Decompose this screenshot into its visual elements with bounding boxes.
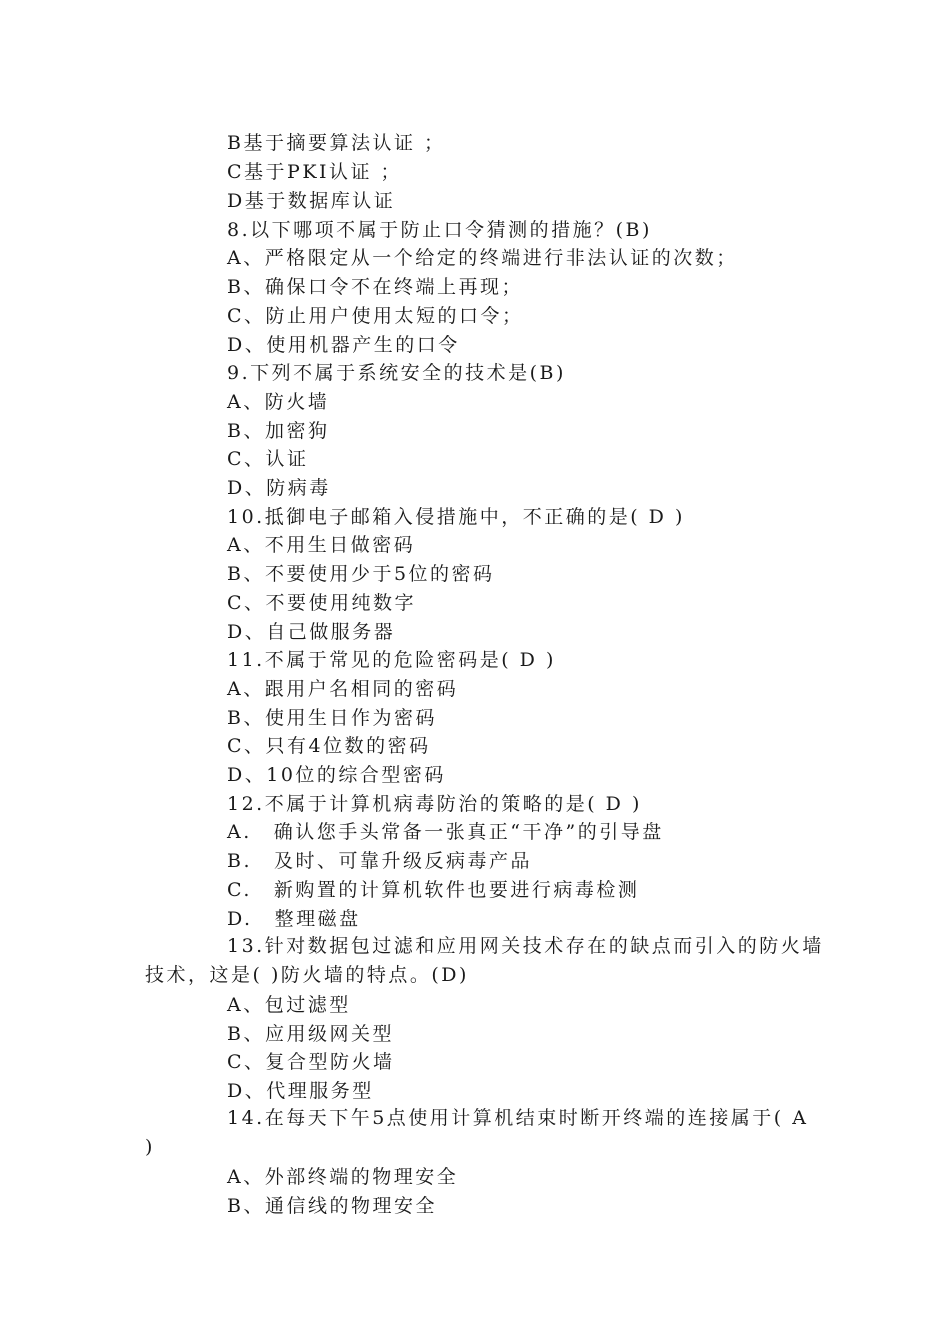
question-8: 8.以下哪项不属于防止口令猜测的措施？(B) <box>227 219 652 241</box>
option-text: 确认您手头常备一张真正“干净”的引导盘 <box>273 821 664 843</box>
question-12-option-d <box>227 907 361 931</box>
option-d-database-auth: D基于数据库认证 <box>227 190 396 212</box>
question-12-option-a <box>227 820 664 844</box>
option-c-pki-auth: C基于PKI认证 ； <box>227 161 403 183</box>
question-10-option-b: B、不要使用少于5位的密码 <box>227 563 495 585</box>
question-10-option-c: C、不要使用纯数字 <box>227 592 417 614</box>
question-14: 14.在每天下午5点使用计算机结束时断开终端的连接属于( A ) <box>145 1107 809 1158</box>
option-text: 新购置的计算机软件也要进行病毒检测 <box>273 879 640 901</box>
question-9-option-b: B、加密狗 <box>227 420 330 442</box>
option-label: A. <box>227 821 252 843</box>
question-13-option-d: D、代理服务型 <box>227 1080 374 1102</box>
question-10: 10.抵御电子邮箱入侵措施中，不正确的是( D ) <box>227 506 685 528</box>
question-12-option-b <box>227 849 532 873</box>
question-9-option-d: D、防病毒 <box>227 477 331 499</box>
option-text: 及时、可靠升级反病毒产品 <box>274 850 533 872</box>
question-12: 12.不属于计算机病毒防治的策略的是( D ) <box>227 793 642 815</box>
question-11-option-c: C、只有4位数的密码 <box>227 735 431 757</box>
question-8-option-b: B、确保口令不在终端上再现； <box>227 276 523 298</box>
question-13-option-b: B、应用级网关型 <box>227 1023 394 1045</box>
question-13-option-c: C、复合型防火墙 <box>227 1051 395 1073</box>
question-13: 13.针对数据包过滤和应用网关技术存在的缺点而引入的防火墙技术，这是( )防火墙的特点。(D) <box>145 935 824 986</box>
question-14-option-b: B、通信线的物理安全 <box>227 1195 437 1217</box>
option-label: D. <box>227 908 253 930</box>
option-text: 整理磁盘 <box>274 908 361 930</box>
question-14-option-a: A、外部终端的物理安全 <box>227 1166 459 1188</box>
question-12-option-c <box>227 878 639 902</box>
question-10-option-d: D、自己做服务器 <box>227 621 396 643</box>
question-10-option-a: A、不用生日做密码 <box>227 534 416 556</box>
question-11: 11.不属于常见的危险密码是( D ) <box>227 649 556 671</box>
question-11-option-a: A、跟用户名相同的密码 <box>227 678 459 700</box>
question-8-option-a: A、严格限定从一个给定的终端进行非法认证的次数； <box>227 247 738 269</box>
option-label: B. <box>227 850 253 872</box>
question-11-option-b: B、使用生日作为密码 <box>227 707 437 729</box>
question-13-option-a: A、包过滤型 <box>227 994 351 1016</box>
option-label: C. <box>227 879 252 901</box>
question-9: 9.下列不属于系统安全的技术是(B) <box>227 362 566 384</box>
question-8-option-c: C、防止用户使用太短的口令； <box>227 305 524 327</box>
question-9-option-a: A、防火墙 <box>227 391 330 413</box>
question-11-option-d: D、10位的综合型密码 <box>227 764 446 786</box>
option-b-digest-auth: B基于摘要算法认证 ； <box>227 132 446 154</box>
question-8-option-d: D、使用机器产生的口令 <box>227 334 460 356</box>
question-9-option-c: C、认证 <box>227 448 309 470</box>
